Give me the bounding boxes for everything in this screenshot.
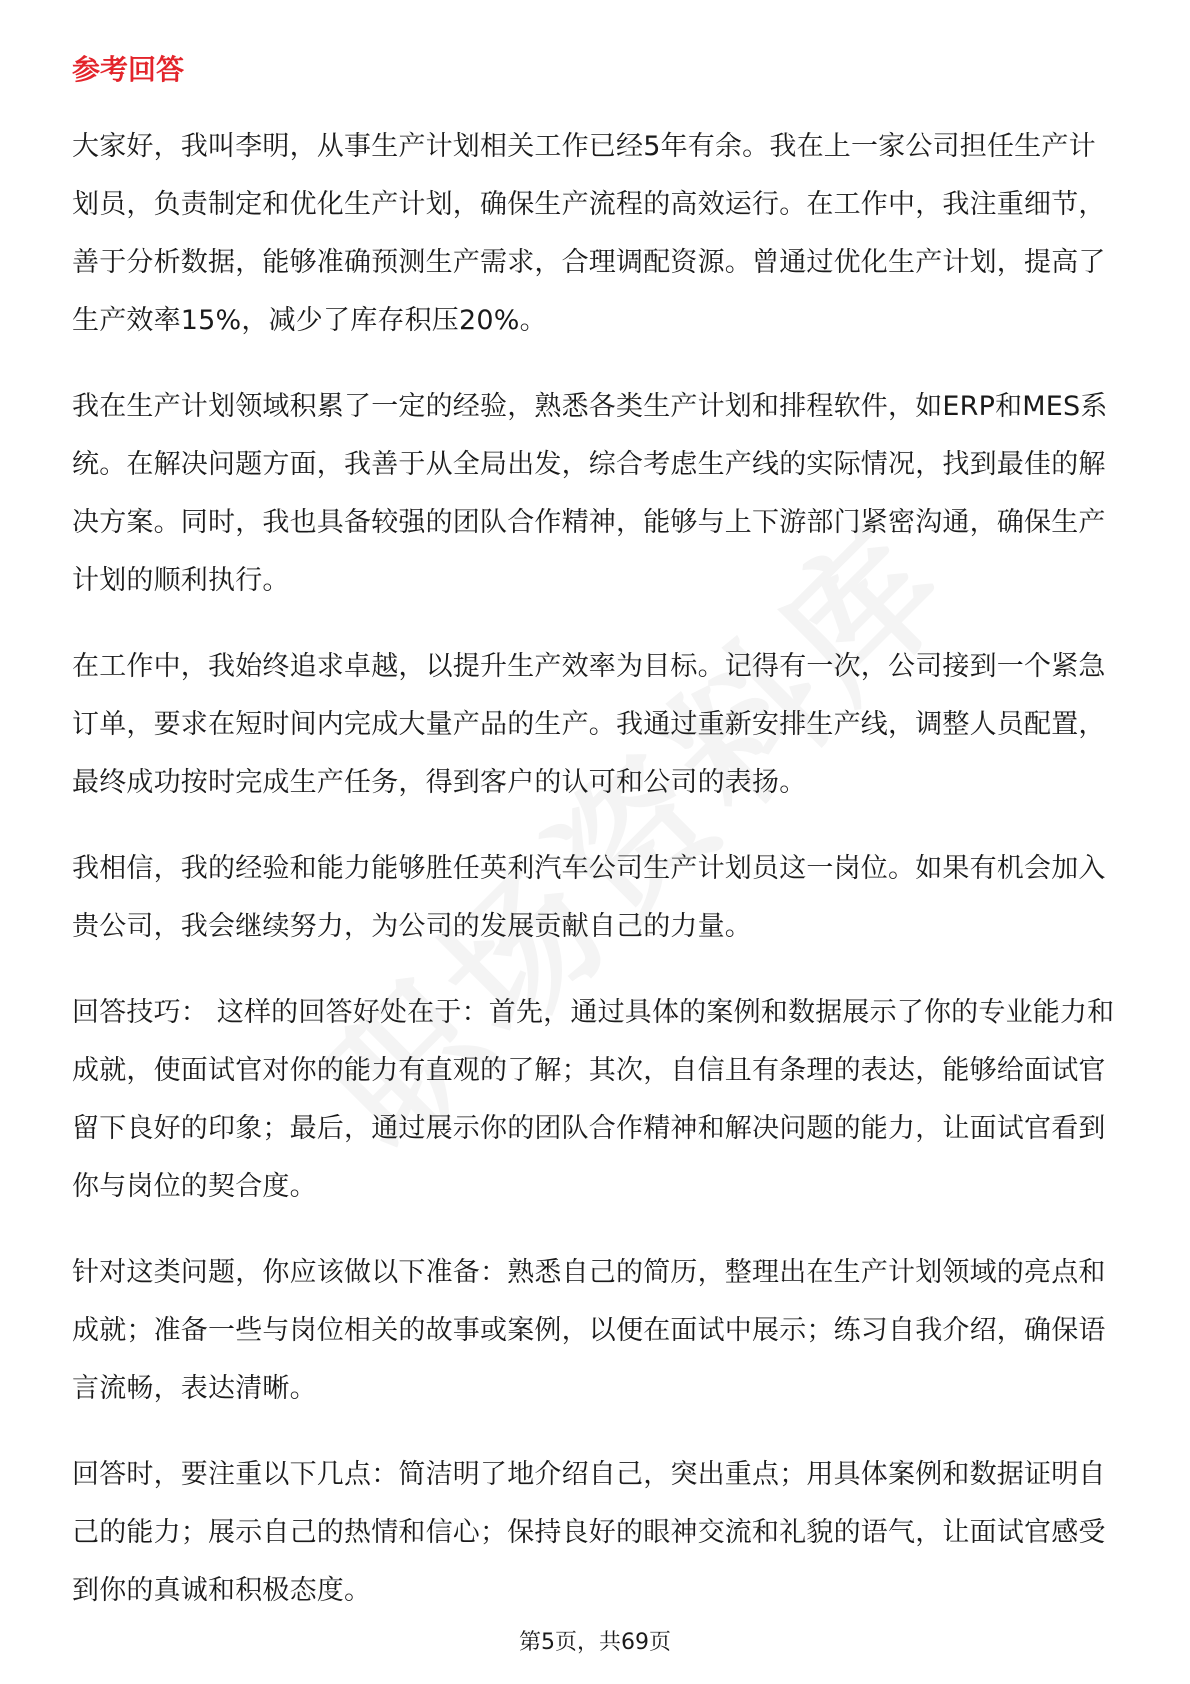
paragraph-notes: 回答时，要注重以下几点：简洁明了地介绍自己，突出重点；用具体案例和数据证明自己的能力；展示自己的热情和信心；保持良好的眼神交流和礼貌的语气，让面试官感受到你的真诚和积极态度。 xyxy=(72,1459,1106,1606)
paragraph-experience: 我在生产计划领域积累了一定的经验，熟悉各类生产计划和排程软件，如ERP和MES系统。在解决问题方面，我善于从全局出发，综合考虑生产线的实际情况，找到最佳的解决方案。同时，我也具备较强的团队合作精神，能够与上下游部门紧密沟通，确保生产计划的顺利执行。 xyxy=(72,391,1108,596)
section-heading: 参考回答 xyxy=(72,53,185,86)
paragraph-closing: 我相信，我的经验和能力能够胜任英利汽车公司生产计划员这一岗位。如果有机会加入贵公司，我会继续努力，为公司的发展贡献自己的力量。 xyxy=(72,853,1106,942)
paragraph-tips: 回答技巧： 这样的回答好处在于：首先，通过具体的案例和数据展示了你的专业能力和成就，使面试官对你的能力有直观的了解；其次，自信且有条理的表达，能够给面试官留下良好的印象；最后，通过展示你的团队合作精神和解决问题的能力，让面试官看到你与岗位的契合度。 xyxy=(72,997,1115,1202)
page-number: 第5页，共69页 xyxy=(519,1630,671,1655)
paragraph-achievement: 在工作中，我始终追求卓越，以提升生产效率为目标。记得有一次，公司接到一个紧急订单，要求在短时间内完成大量产品的生产。我通过重新安排生产线，调整人员配置，最终成功按时完成生产任务，得到客户的认可和公司的表扬。 xyxy=(72,651,1106,798)
paragraph-intro: 大家好，我叫李明，从事生产计划相关工作已经5年有余。我在上一家公司担任生产计划员，负责制定和优化生产计划，确保生产流程的高效运行。在工作中，我注重细节，善于分析数据，能够准确预测生产需求，合理调配资源。曾通过优化生产计划，提高了生产效率15%，减少了库存积压20%。 xyxy=(72,131,1106,336)
answer-body xyxy=(72,118,1122,1648)
paragraph-preparation: 针对这类问题，你应该做以下准备：熟悉自己的简历，整理出在生产计划领域的亮点和成就；准备一些与岗位相关的故事或案例，以便在面试中展示；练习自我介绍，确保语言流畅，表达清晰。 xyxy=(72,1257,1106,1404)
